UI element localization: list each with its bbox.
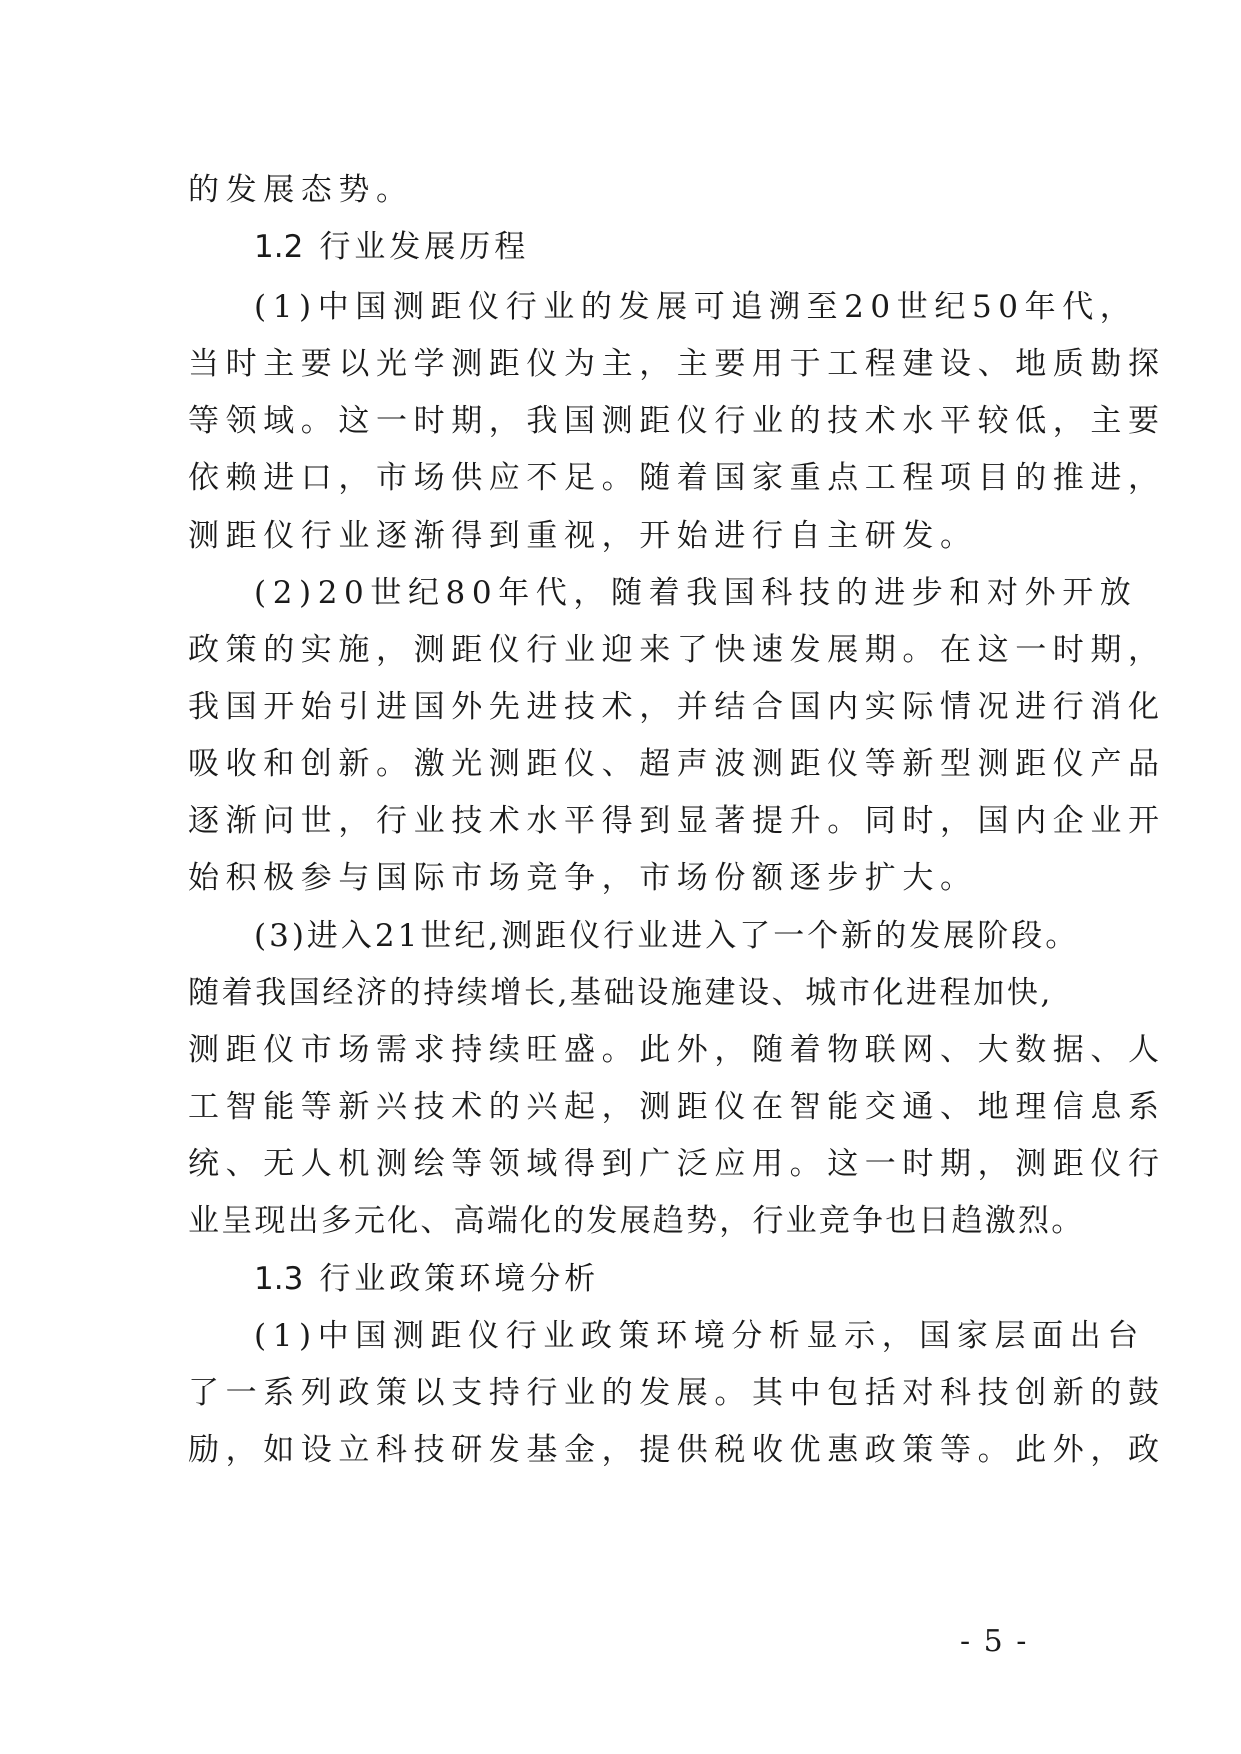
paragraph-line: 了一系列政策以支持行业的发展。其中包括对科技创新的鼓 [188, 1375, 1166, 1411]
paragraph-line: 吸收和创新。激光测距仪、超声波测距仪等新型测距仪产品 [188, 746, 1166, 782]
paragraph-line: 励，如设立科技研发基金，提供税收优惠政策等。此外，政 [188, 1432, 1166, 1468]
paragraph-line: 始积极参与国际市场竞争，市场份额逐步扩大。 [188, 860, 978, 896]
section-title: 行业政策环境分析 [319, 1261, 600, 1297]
paragraph-line: 随着我国经济的持续增长,基础设施建设、城市化进程加快, [188, 975, 1053, 1011]
paragraph-line: (1)中国测距仪行业政策环境分析显示，国家层面出台 [254, 1318, 1145, 1354]
paragraph-line: 逐渐问世，行业技术水平得到显著提升。同时，国内企业开 [188, 803, 1166, 839]
section-number: 1.2 [254, 229, 304, 265]
paragraph-line: 测距仪市场需求持续旺盛。此外，随着物联网、大数据、人 [188, 1032, 1166, 1068]
section-heading-1-3 [254, 1259, 599, 1299]
paragraph-line: 统、无人机测绘等领域得到广泛应用。这一时期，测距仪行 [188, 1146, 1166, 1182]
paragraph-line: 测距仪行业逐渐得到重视，开始进行自主研发。 [188, 518, 978, 554]
paragraph-line: 业呈现出多元化、高端化的发展趋势，行业竞争也日趋激烈。 [188, 1203, 1085, 1239]
page-number: - 5 - [960, 1624, 1029, 1659]
paragraph-line: (2)20世纪80年代，随着我国科技的进步和对外开放 [254, 575, 1138, 611]
paragraph-line: 的发展态势。 [188, 172, 414, 208]
paragraph-line: (3)进入21世纪,测距仪行业进入了一个新的发展阶段。 [254, 918, 1080, 954]
section-heading-1-2 [254, 227, 529, 267]
paragraph-line: 政策的实施，测距仪行业迎来了快速发展期。在这一时期， [188, 632, 1166, 668]
paragraph-line: 当时主要以光学测距仪为主，主要用于工程建设、地质勘探 [188, 346, 1166, 382]
paragraph-line: 我国开始引进国外先进技术，并结合国内实际情况进行消化 [188, 689, 1166, 725]
paragraph-line: 依赖进口，市场供应不足。随着国家重点工程项目的推进， [188, 460, 1166, 496]
paragraph-line: 工智能等新兴技术的兴起，测距仪在智能交通、地理信息系 [188, 1089, 1166, 1125]
section-title: 行业发展历程 [319, 229, 530, 265]
section-number: 1.3 [254, 1261, 304, 1297]
paragraph-line: (1)中国测距仪行业的发展可追溯至20世纪50年代， [254, 289, 1138, 325]
paragraph-line: 等领域。这一时期，我国测距仪行业的技术水平较低，主要 [188, 403, 1166, 439]
